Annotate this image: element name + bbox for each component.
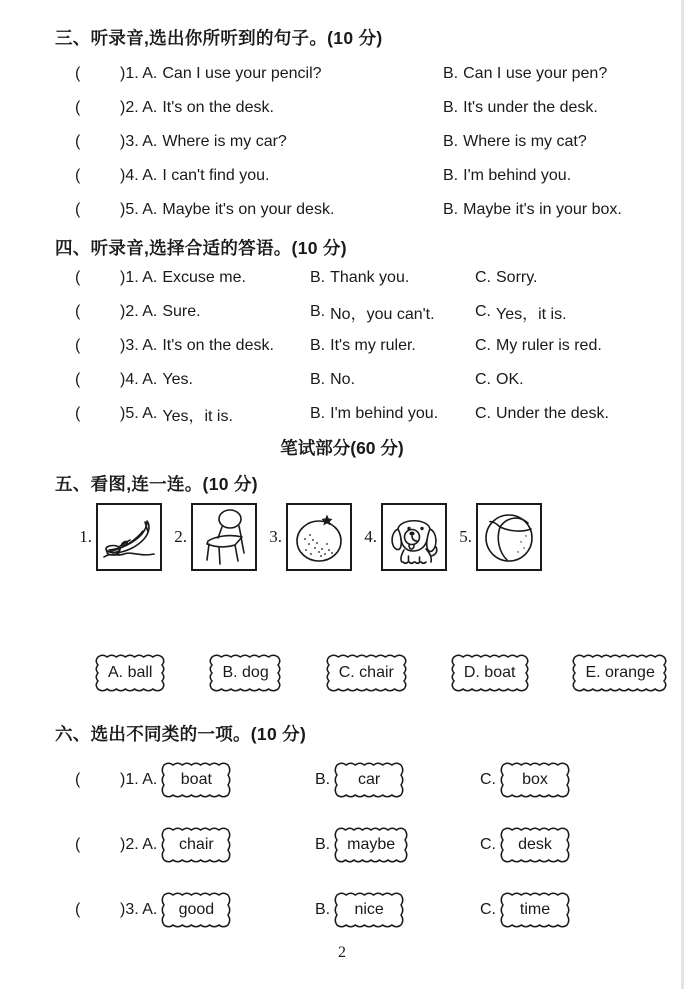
question-row bbox=[75, 363, 684, 397]
question-row bbox=[75, 747, 684, 812]
option-c-label: C. bbox=[475, 303, 491, 320]
option-b: I'm behind you. bbox=[463, 167, 572, 184]
boat-drawing bbox=[101, 508, 157, 566]
orange-picture bbox=[286, 503, 352, 571]
answer-blank: ( bbox=[75, 201, 81, 218]
section-5-title: 五、看图,连一连。(10 分) bbox=[55, 474, 258, 494]
answer-blank: ( bbox=[75, 371, 81, 388]
question-row bbox=[75, 295, 684, 329]
word-choice-box: C. chair bbox=[327, 655, 406, 691]
picture-number: 2. bbox=[174, 527, 187, 546]
question-label: )1. A. bbox=[120, 770, 158, 788]
question-label: )2. A. bbox=[120, 835, 158, 853]
option-a: I can't find you. bbox=[162, 167, 270, 184]
option-c: Under the desk. bbox=[496, 405, 609, 422]
question-row bbox=[75, 397, 684, 431]
answer-blank: ( bbox=[75, 65, 81, 82]
option-c-label: C. bbox=[475, 337, 491, 354]
option-b: No，you can't. bbox=[330, 305, 435, 323]
picture-number: 5. bbox=[459, 527, 472, 546]
option-a: It's on the desk. bbox=[162, 337, 274, 354]
word-choice-box: E. orange bbox=[573, 655, 666, 691]
answer-blank: ( bbox=[75, 133, 81, 150]
option-b: Where is my cat? bbox=[463, 133, 587, 150]
answer-blank: ( bbox=[75, 337, 81, 354]
option-a: Excuse me. bbox=[162, 269, 246, 286]
option-c-label: C. bbox=[480, 835, 496, 853]
written-part-header: 笔试部分(60 分) bbox=[280, 438, 404, 458]
picture-item bbox=[355, 503, 447, 571]
boat-picture bbox=[96, 503, 162, 571]
option-c-label: C. bbox=[475, 269, 491, 286]
question-label: )3. A. bbox=[120, 133, 158, 150]
section-6-title: 六、选出不同类的一项。(10 分) bbox=[55, 724, 307, 744]
section-3-questions bbox=[0, 57, 684, 227]
word-choices-row bbox=[96, 655, 684, 691]
option-b: Can I use your pen? bbox=[463, 65, 608, 82]
word-choice-box: D. boat bbox=[452, 655, 528, 691]
question-label: )5. A. bbox=[120, 201, 158, 218]
picture-number: 1. bbox=[79, 527, 92, 546]
answer-blank: ( bbox=[75, 269, 81, 286]
option-b-box: maybe bbox=[335, 828, 407, 862]
answer-blank: ( bbox=[75, 900, 81, 918]
option-b-label: B. bbox=[443, 201, 459, 218]
option-c: Sorry. bbox=[496, 269, 538, 286]
question-row bbox=[75, 57, 684, 91]
option-b-label: B. bbox=[315, 900, 331, 918]
option-a: Sure. bbox=[162, 303, 201, 320]
option-b-label: B. bbox=[310, 269, 326, 286]
dog-drawing bbox=[386, 508, 442, 566]
question-label: )1. A. bbox=[120, 269, 158, 286]
option-c: OK. bbox=[496, 371, 524, 388]
option-b-label: B. bbox=[443, 99, 459, 116]
section-3-title: 三、听录音,选出你所听到的句子。(10 分) bbox=[55, 28, 383, 48]
option-a: Where is my car? bbox=[162, 133, 287, 150]
option-b-label: B. bbox=[443, 65, 459, 82]
option-b-label: B. bbox=[310, 337, 326, 354]
ball-picture bbox=[476, 503, 542, 571]
option-b: Maybe it's in your box. bbox=[463, 201, 622, 218]
option-b: Thank you. bbox=[330, 269, 410, 286]
option-a-box: chair bbox=[162, 828, 230, 862]
option-c: My ruler is red. bbox=[496, 337, 602, 354]
option-a: It's on the desk. bbox=[162, 99, 274, 116]
option-c-box: time bbox=[501, 893, 569, 927]
option-a-box: good bbox=[162, 893, 230, 927]
option-b-label: B. bbox=[310, 405, 326, 422]
question-row bbox=[75, 91, 684, 125]
option-a: Can I use your pencil? bbox=[162, 65, 322, 82]
question-row bbox=[75, 125, 684, 159]
question-row bbox=[75, 261, 684, 295]
option-c-label: C. bbox=[475, 405, 491, 422]
question-row bbox=[75, 193, 684, 227]
picture-number: 3. bbox=[269, 527, 282, 546]
option-b: No. bbox=[330, 371, 356, 388]
option-a: Yes. bbox=[162, 371, 193, 388]
option-c-box: box bbox=[501, 763, 569, 797]
chair-picture bbox=[191, 503, 257, 571]
option-b-label: B. bbox=[310, 303, 326, 320]
answer-blank: ( bbox=[75, 405, 81, 422]
option-a: Yes，it is. bbox=[162, 407, 233, 425]
question-label: )3. A. bbox=[120, 900, 158, 918]
option-b-label: B. bbox=[315, 770, 331, 788]
option-c: Yes，it is. bbox=[496, 305, 567, 323]
question-row bbox=[75, 812, 684, 877]
word-choice-box: B. dog bbox=[210, 655, 280, 691]
question-label: )3. A. bbox=[120, 337, 158, 354]
answer-blank: ( bbox=[75, 770, 81, 788]
word-choice-box: A. ball bbox=[96, 655, 164, 691]
option-b: It's under the desk. bbox=[463, 99, 598, 116]
option-b-label: B. bbox=[315, 835, 331, 853]
answer-blank: ( bbox=[75, 99, 81, 116]
option-b-label: B. bbox=[443, 133, 459, 150]
section-4-title: 四、听录音,选择合适的答语。(10 分) bbox=[55, 238, 347, 258]
ball-drawing bbox=[481, 508, 537, 566]
option-c-box: desk bbox=[501, 828, 569, 862]
question-label: )4. A. bbox=[120, 371, 158, 388]
option-c-label: C. bbox=[480, 900, 496, 918]
question-row bbox=[75, 159, 684, 193]
answer-blank: ( bbox=[75, 303, 81, 320]
page-number: 2 bbox=[338, 944, 346, 961]
picture-item bbox=[70, 503, 162, 571]
option-b-label: B. bbox=[310, 371, 326, 388]
question-label: )2. A. bbox=[120, 303, 158, 320]
question-label: )4. A. bbox=[120, 167, 158, 184]
picture-item bbox=[260, 503, 352, 571]
picture-item bbox=[165, 503, 257, 571]
picture-number: 4. bbox=[364, 527, 377, 546]
chair-drawing bbox=[196, 508, 252, 566]
orange-drawing bbox=[291, 508, 347, 566]
option-b-box: nice bbox=[335, 893, 403, 927]
question-row bbox=[75, 329, 684, 363]
option-a-box: boat bbox=[162, 763, 230, 797]
question-label: )5. A. bbox=[120, 405, 158, 422]
question-row bbox=[75, 877, 684, 942]
option-c-label: C. bbox=[475, 371, 491, 388]
option-b: I'm behind you. bbox=[330, 405, 439, 422]
option-b-box: car bbox=[335, 763, 403, 797]
question-label: )2. A. bbox=[120, 99, 158, 116]
picture-item bbox=[450, 503, 542, 571]
dog-picture bbox=[381, 503, 447, 571]
option-b: It's my ruler. bbox=[330, 337, 416, 354]
answer-blank: ( bbox=[75, 835, 81, 853]
option-c-label: C. bbox=[480, 770, 496, 788]
picture-row bbox=[70, 503, 684, 571]
section-6-questions bbox=[0, 747, 684, 942]
option-b-label: B. bbox=[443, 167, 459, 184]
answer-blank: ( bbox=[75, 167, 81, 184]
question-label: )1. A. bbox=[120, 65, 158, 82]
option-a: Maybe it's on your desk. bbox=[162, 201, 335, 218]
section-4-questions bbox=[0, 261, 684, 431]
